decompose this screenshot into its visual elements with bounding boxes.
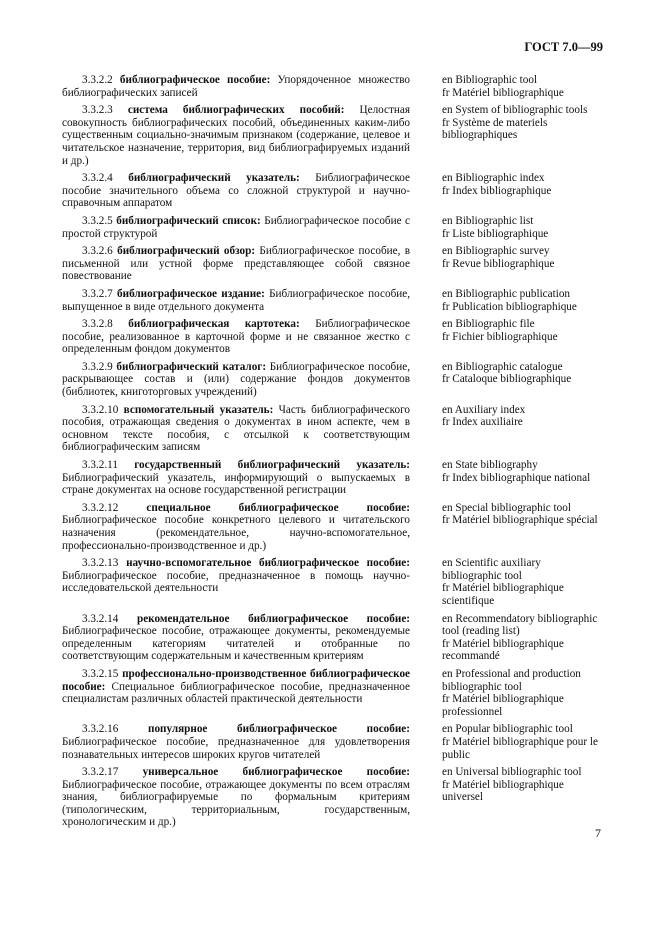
en-equivalent: en Bibliographic list: [442, 214, 534, 227]
en-equivalent: en Universal bibliographic tool: [442, 766, 582, 779]
fr-equivalent: fr Matériel bibliographique recommandé: [442, 637, 564, 663]
fr-equivalent: fr Index bibliographique national: [442, 471, 591, 484]
term-number: 3.3.2.16: [82, 723, 119, 736]
definition-text: Специальное библиографическое пособие, предназначенное специалистам различных областей практической деятельности: [62, 680, 411, 706]
en-equivalent: en State bibliography: [442, 459, 538, 472]
definition-text: Библиографическое пособие, отражающее документы, рекомендуемые определенным категориям читателей и отобранные по соответствующим содержательным и качественным критериям: [62, 625, 410, 663]
fr-equivalent: fr Matériel bibliographique universel: [442, 778, 564, 804]
definition-text: Библиографическое пособие, выпущенное в виде отдельного документа: [62, 287, 411, 313]
en-equivalent: en Special bibliographic tool: [442, 501, 571, 514]
term-entry: [62, 245, 602, 283]
fr-equivalent: fr Cataloque bibliographique: [442, 373, 572, 386]
definition-text: Библиографическое пособие, раскрывающее состав и (или) содержание фондов документов (библиотек, книготорговых учреждений): [62, 360, 410, 399]
en-equivalent: en System of bibliographic tools: [442, 104, 588, 117]
definition-text: Библиографическое пособие, в письменной или устной форме представляющее собой связное повествование: [62, 245, 411, 283]
en-equivalent: en Scientific auxiliary bibliographic tool: [442, 557, 541, 582]
term-entry: [62, 361, 602, 399]
en-equivalent: en Bibliographic publication: [442, 287, 571, 300]
fr-equivalent: fr Matériel bibliographique: [442, 86, 564, 99]
term-entry: [62, 74, 602, 99]
translations: [442, 668, 602, 718]
definition-text: Библиографическое пособие, предназначенное в помощь научно-исследовательской деятельности: [62, 569, 410, 595]
definition-text: Библиографический указатель, информирующий о выпускаемых в стране документах на основе государственной регистрации: [62, 471, 410, 497]
term-definition: [62, 215, 410, 240]
term-name: научно-вспомогательное библиографическое пособие:: [126, 557, 410, 570]
term-number: 3.3.2.6: [82, 245, 113, 258]
term-entry: [62, 723, 602, 761]
term-definition: [62, 404, 410, 454]
definition-text: Библиографическое пособие, предназначенное для удовлетворения познавательных интересов широких кругов читателей: [62, 735, 410, 761]
translations: [442, 288, 602, 313]
term-entry: [62, 288, 602, 313]
term-number: 3.3.2.13: [82, 557, 119, 570]
term-name: профессионально-производственное библиографическое пособие:: [62, 667, 410, 693]
translations: [442, 459, 602, 497]
term-number: 3.3.2.5: [82, 214, 113, 227]
term-definition: [62, 668, 410, 718]
translations: [442, 557, 602, 607]
term-name: вспомогательный указатель:: [123, 403, 274, 416]
definition-text: Часть библиографического пособия, отражающая сведения о документах в ином аспекте, чем в основном тексте пособия, с отсылкой к соответствующим библиографическим записям: [62, 403, 410, 454]
term-name: система библиографических пособий:: [127, 104, 345, 117]
translations: [442, 172, 602, 210]
term-number: 3.3.2.2: [82, 74, 113, 86]
term-entry: [62, 104, 602, 167]
translations: [442, 723, 602, 761]
term-name: библиографический каталог:: [116, 360, 267, 373]
fr-equivalent: fr Index auxiliaire: [442, 416, 523, 429]
fr-equivalent: fr Système de materiels bibliographiques: [442, 116, 548, 142]
definition-text: Библиографическое пособие значительного объема со сложной структурой и научно-справочным аппаратом: [62, 172, 411, 210]
term-entry: [62, 766, 602, 829]
term-definition: [62, 74, 410, 99]
term-entry: [62, 502, 602, 552]
term-definition: [62, 502, 410, 552]
en-equivalent: en Auxiliary index: [442, 403, 526, 416]
terms-list: [62, 74, 602, 834]
en-equivalent: en Popular bibliographic tool: [442, 723, 573, 736]
fr-equivalent: fr Matériel bibliographique spécial: [442, 514, 598, 527]
term-name: библиографическая картотека:: [128, 318, 300, 331]
translations: [442, 502, 602, 552]
term-entry: [62, 557, 602, 607]
definition-text: Упорядоченное множество библиографических записей: [62, 74, 411, 99]
translations: [442, 215, 602, 240]
definition-text: Библиографическое пособие, отражающее документы по всем отраслям знания, библиографируемые по формальным критериям (типологическим, территориальным, государственным, хронологическим и др.): [62, 778, 410, 829]
term-name: библиографическое издание:: [117, 287, 265, 300]
term-definition: [62, 613, 410, 663]
term-number: 3.3.2.8: [82, 318, 113, 331]
en-equivalent: en Professional and production bibliographic tool: [442, 667, 581, 693]
term-definition: [62, 172, 410, 210]
fr-equivalent: fr Matériel bibliographique scientifique: [442, 582, 564, 607]
term-definition: [62, 104, 410, 167]
term-definition: [62, 723, 410, 761]
term-number: 3.3.2.14: [82, 612, 119, 625]
en-equivalent: en Bibliographic file: [442, 318, 535, 331]
term-name: универсальное библиографическое пособие:: [142, 766, 410, 779]
translations: [442, 404, 602, 454]
translations: [442, 245, 602, 283]
fr-equivalent: fr Publication bibliographique: [442, 300, 577, 313]
term-entry: [62, 668, 602, 718]
en-equivalent: en Recommendatory bibliographic tool (reading list): [442, 612, 598, 638]
en-equivalent: en Bibliographic catalogue: [442, 360, 563, 373]
term-number: 3.3.2.10: [82, 403, 119, 416]
term-name: библиографический список:: [116, 214, 261, 227]
definition-text: Библиографическое пособие конкретного целевого и читательского назначения (рекомендательное, научно-вспомогательное, профессионально-производственное и др.): [62, 514, 410, 552]
page-header: ГОСТ 7.0—99: [524, 40, 603, 54]
fr-equivalent: fr Index bibliographique: [442, 184, 552, 197]
translations: [442, 104, 602, 167]
term-definition: [62, 245, 410, 283]
term-entry: [62, 459, 602, 497]
term-definition: [62, 557, 410, 607]
term-name: популярное библиографическое пособие:: [148, 723, 410, 736]
definition-text: Библиографическое пособие, реализованное в карточной форме и не связанное жестко с определенным фондом документов: [62, 318, 410, 356]
definition-text: Целостная совокупность библиографических пособий, объединенных каким-либо существенным социально-значимым признаком (содержание, целевое и читательское назначение, территория, вид библиографируемых изданий и др.): [62, 104, 411, 167]
term-definition: [62, 318, 410, 356]
fr-equivalent: fr Liste bibliographique: [442, 227, 549, 240]
en-equivalent: en Bibliographic tool: [442, 74, 538, 86]
fr-equivalent: fr Fichier bibliographique: [442, 330, 558, 343]
fr-equivalent: fr Matériel bibliographique pour le public: [442, 735, 598, 761]
fr-equivalent: fr Matériel bibliographique professionnel: [442, 693, 564, 718]
page-number: 7: [595, 826, 601, 840]
term-definition: [62, 361, 410, 399]
translations: [442, 361, 602, 399]
term-number: 3.3.2.7: [82, 287, 113, 300]
term-entry: [62, 172, 602, 210]
term-number: 3.3.2.11: [82, 459, 118, 472]
term-number: 3.3.2.12: [82, 501, 119, 514]
term-name: государственный библиографический указатель:: [134, 459, 411, 472]
translations: [442, 766, 602, 829]
term-number: 3.3.2.9: [82, 360, 113, 373]
term-name: библиографический указатель:: [128, 172, 300, 185]
term-number: 3.3.2.15: [82, 667, 119, 680]
translations: [442, 318, 602, 356]
term-name: специальное библиографическое пособие:: [146, 501, 411, 514]
term-name: библиографическое пособие:: [119, 74, 271, 86]
term-entry: [62, 404, 602, 454]
definition-text: Библиографическое пособие с простой структурой: [62, 214, 411, 240]
en-equivalent: en Bibliographic survey: [442, 245, 550, 258]
en-equivalent: en Bibliographic index: [442, 172, 545, 185]
translations: [442, 74, 602, 99]
term-name: библиографический обзор:: [117, 245, 256, 258]
translations: [442, 613, 602, 663]
fr-equivalent: fr Revue bibliographique: [442, 257, 555, 270]
term-entry: [62, 613, 602, 663]
term-number: 3.3.2.17: [82, 766, 119, 779]
term-entry: [62, 215, 602, 240]
term-definition: [62, 459, 410, 497]
term-definition: [62, 766, 410, 829]
term-entry: [62, 318, 602, 356]
term-name: рекомендательное библиографическое пособие:: [136, 612, 411, 625]
term-number: 3.3.2.3: [82, 104, 113, 117]
term-number: 3.3.2.4: [82, 172, 113, 185]
term-definition: [62, 288, 410, 313]
